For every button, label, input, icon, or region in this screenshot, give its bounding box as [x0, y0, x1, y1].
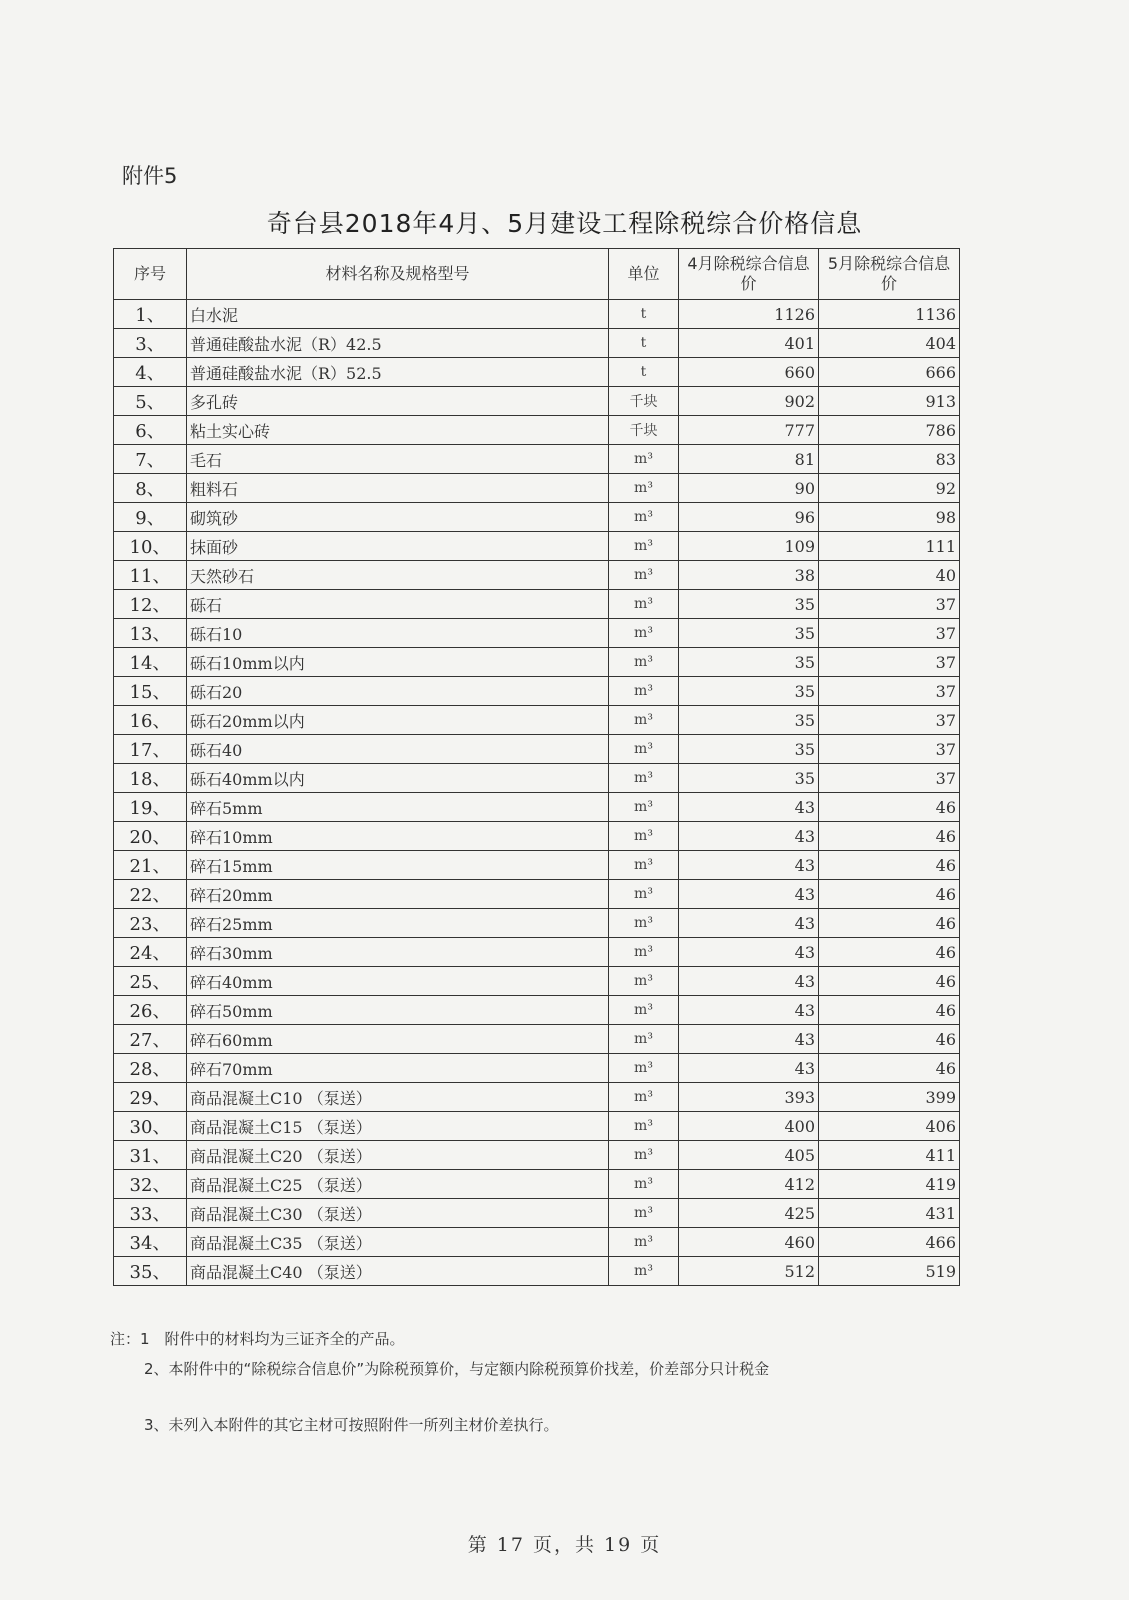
row-number: 3、 — [114, 329, 187, 358]
unit: t — [609, 358, 679, 387]
table-body — [114, 300, 960, 1286]
row-number: 35、 — [114, 1257, 187, 1286]
unit: m³ — [609, 909, 679, 938]
april-price: 777 — [679, 416, 819, 445]
april-price: 43 — [679, 909, 819, 938]
row-number: 33、 — [114, 1199, 187, 1228]
unit: m³ — [609, 706, 679, 735]
unit: m³ — [609, 1054, 679, 1083]
material-name: 商品混凝土C15 （泵送） — [187, 1112, 609, 1141]
april-price: 43 — [679, 1025, 819, 1054]
may-price: 46 — [819, 851, 960, 880]
unit: m³ — [609, 1025, 679, 1054]
may-price: 37 — [819, 735, 960, 764]
row-number: 28、 — [114, 1054, 187, 1083]
april-price: 43 — [679, 880, 819, 909]
unit: m³ — [609, 1228, 679, 1257]
may-price: 46 — [819, 880, 960, 909]
table-row — [114, 648, 960, 677]
material-name: 碎石50mm — [187, 996, 609, 1025]
header-april: 4月除税综合信息价 — [679, 249, 819, 300]
unit: m³ — [609, 764, 679, 793]
material-name: 毛石 — [187, 445, 609, 474]
may-price: 37 — [819, 764, 960, 793]
april-price: 401 — [679, 329, 819, 358]
may-price: 98 — [819, 503, 960, 532]
may-price: 37 — [819, 677, 960, 706]
table-row — [114, 909, 960, 938]
row-number: 17、 — [114, 735, 187, 764]
unit: m³ — [609, 561, 679, 590]
unit: m³ — [609, 1257, 679, 1286]
material-name: 粘土实心砖 — [187, 416, 609, 445]
row-number: 11、 — [114, 561, 187, 590]
material-name: 商品混凝土C30 （泵送） — [187, 1199, 609, 1228]
material-name: 商品混凝土C20 （泵送） — [187, 1141, 609, 1170]
may-price: 913 — [819, 387, 960, 416]
material-name: 普通硅酸盐水泥（R）52.5 — [187, 358, 609, 387]
may-price: 46 — [819, 822, 960, 851]
table-row — [114, 532, 960, 561]
material-name: 多孔砖 — [187, 387, 609, 416]
material-name: 普通硅酸盐水泥（R）42.5 — [187, 329, 609, 358]
material-name: 碎石70mm — [187, 1054, 609, 1083]
row-number: 31、 — [114, 1141, 187, 1170]
may-price: 37 — [819, 619, 960, 648]
row-number: 19、 — [114, 793, 187, 822]
april-price: 90 — [679, 474, 819, 503]
april-price: 412 — [679, 1170, 819, 1199]
table-row — [114, 387, 960, 416]
may-price: 786 — [819, 416, 960, 445]
header-may: 5月除税综合信息价 — [819, 249, 960, 300]
april-price: 35 — [679, 619, 819, 648]
table-row — [114, 300, 960, 329]
row-number: 14、 — [114, 648, 187, 677]
april-price: 43 — [679, 793, 819, 822]
material-name: 碎石40mm — [187, 967, 609, 996]
may-price: 92 — [819, 474, 960, 503]
may-price: 406 — [819, 1112, 960, 1141]
may-price: 666 — [819, 358, 960, 387]
row-number: 21、 — [114, 851, 187, 880]
may-price: 46 — [819, 1054, 960, 1083]
row-number: 4、 — [114, 358, 187, 387]
table-row — [114, 967, 960, 996]
table-row — [114, 938, 960, 967]
material-name: 碎石5mm — [187, 793, 609, 822]
unit: t — [609, 300, 679, 329]
table-row — [114, 416, 960, 445]
table-row — [114, 822, 960, 851]
unit: m³ — [609, 619, 679, 648]
unit: m³ — [609, 1083, 679, 1112]
unit: m³ — [609, 793, 679, 822]
row-number: 32、 — [114, 1170, 187, 1199]
unit: m³ — [609, 445, 679, 474]
may-price: 46 — [819, 909, 960, 938]
row-number: 30、 — [114, 1112, 187, 1141]
material-name: 白水泥 — [187, 300, 609, 329]
table-row — [114, 1025, 960, 1054]
material-name: 碎石25mm — [187, 909, 609, 938]
material-name: 砾石40 — [187, 735, 609, 764]
may-price: 37 — [819, 590, 960, 619]
april-price: 405 — [679, 1141, 819, 1170]
price-table — [113, 248, 960, 1286]
row-number: 22、 — [114, 880, 187, 909]
note-3: 3、未列入本附件的其它主材可按照附件一所列主材价差执行。 — [144, 1416, 559, 1434]
unit: 千块 — [609, 387, 679, 416]
row-number: 9、 — [114, 503, 187, 532]
april-price: 35 — [679, 735, 819, 764]
table-row — [114, 996, 960, 1025]
unit: m³ — [609, 474, 679, 503]
material-name: 商品混凝土C25 （泵送） — [187, 1170, 609, 1199]
unit: m³ — [609, 735, 679, 764]
may-price: 519 — [819, 1257, 960, 1286]
unit: m³ — [609, 648, 679, 677]
material-name: 抹面砂 — [187, 532, 609, 561]
row-number: 23、 — [114, 909, 187, 938]
may-price: 46 — [819, 1025, 960, 1054]
row-number: 1、 — [114, 300, 187, 329]
unit: m³ — [609, 1141, 679, 1170]
april-price: 81 — [679, 445, 819, 474]
april-price: 43 — [679, 822, 819, 851]
row-number: 18、 — [114, 764, 187, 793]
unit: m³ — [609, 532, 679, 561]
row-number: 29、 — [114, 1083, 187, 1112]
may-price: 46 — [819, 996, 960, 1025]
note-1: 注：1 附件中的材料均为三证齐全的产品。 — [110, 1330, 405, 1348]
table-header-row — [114, 249, 960, 300]
material-name: 碎石60mm — [187, 1025, 609, 1054]
may-price: 411 — [819, 1141, 960, 1170]
table-row — [114, 793, 960, 822]
material-name: 砌筑砂 — [187, 503, 609, 532]
may-price: 46 — [819, 938, 960, 967]
unit: m³ — [609, 503, 679, 532]
notes — [110, 1324, 1010, 1440]
table-row — [114, 358, 960, 387]
may-price: 111 — [819, 532, 960, 561]
may-price: 37 — [819, 706, 960, 735]
unit: m³ — [609, 590, 679, 619]
row-number: 13、 — [114, 619, 187, 648]
attachment-label: 附件5 — [122, 164, 178, 188]
page-footer: 第 17 页，共 19 页 — [467, 1534, 662, 1556]
table-row — [114, 590, 960, 619]
row-number: 16、 — [114, 706, 187, 735]
april-price: 902 — [679, 387, 819, 416]
note-2: 2、本附件中的“除税综合信息价”为除税预算价，与定额内除税预算价找差，价差部分只计税金 — [144, 1360, 770, 1378]
table-row — [114, 1228, 960, 1257]
material-name: 天然砂石 — [187, 561, 609, 590]
april-price: 109 — [679, 532, 819, 561]
may-price: 431 — [819, 1199, 960, 1228]
april-price: 43 — [679, 1054, 819, 1083]
april-price: 35 — [679, 764, 819, 793]
april-price: 43 — [679, 851, 819, 880]
april-price: 400 — [679, 1112, 819, 1141]
april-price: 660 — [679, 358, 819, 387]
may-price: 46 — [819, 793, 960, 822]
unit: t — [609, 329, 679, 358]
row-number: 5、 — [114, 387, 187, 416]
april-price: 460 — [679, 1228, 819, 1257]
may-price: 466 — [819, 1228, 960, 1257]
april-price: 425 — [679, 1199, 819, 1228]
table-row — [114, 880, 960, 909]
header-name: 材料名称及规格型号 — [187, 249, 609, 300]
table-row — [114, 1141, 960, 1170]
row-number: 34、 — [114, 1228, 187, 1257]
unit: m³ — [609, 880, 679, 909]
april-price: 43 — [679, 996, 819, 1025]
april-price: 35 — [679, 590, 819, 619]
may-price: 40 — [819, 561, 960, 590]
table-row — [114, 1170, 960, 1199]
material-name: 砾石10mm以内 — [187, 648, 609, 677]
material-name: 粗料石 — [187, 474, 609, 503]
table-row — [114, 764, 960, 793]
unit: m³ — [609, 822, 679, 851]
may-price: 404 — [819, 329, 960, 358]
table-row — [114, 1112, 960, 1141]
may-price: 399 — [819, 1083, 960, 1112]
unit: 千块 — [609, 416, 679, 445]
header-no: 序号 — [114, 249, 187, 300]
april-price: 38 — [679, 561, 819, 590]
table-row — [114, 1257, 960, 1286]
unit: m³ — [609, 1170, 679, 1199]
row-number: 26、 — [114, 996, 187, 1025]
row-number: 24、 — [114, 938, 187, 967]
material-name: 商品混凝土C40 （泵送） — [187, 1257, 609, 1286]
row-number: 15、 — [114, 677, 187, 706]
table-row — [114, 503, 960, 532]
april-price: 393 — [679, 1083, 819, 1112]
may-price: 46 — [819, 967, 960, 996]
table-row — [114, 329, 960, 358]
april-price: 35 — [679, 706, 819, 735]
april-price: 43 — [679, 967, 819, 996]
table-row — [114, 445, 960, 474]
april-price: 1126 — [679, 300, 819, 329]
material-name: 砾石10 — [187, 619, 609, 648]
table-row — [114, 1054, 960, 1083]
row-number: 7、 — [114, 445, 187, 474]
may-price: 37 — [819, 648, 960, 677]
document-title: 奇台县2018年4月、5月建设工程除税综合价格信息 — [266, 209, 863, 238]
material-name: 砾石20 — [187, 677, 609, 706]
row-number: 10、 — [114, 532, 187, 561]
table-row — [114, 474, 960, 503]
april-price: 512 — [679, 1257, 819, 1286]
material-name: 砾石 — [187, 590, 609, 619]
row-number: 27、 — [114, 1025, 187, 1054]
may-price: 1136 — [819, 300, 960, 329]
material-name: 砾石20mm以内 — [187, 706, 609, 735]
row-number: 20、 — [114, 822, 187, 851]
material-name: 碎石15mm — [187, 851, 609, 880]
material-name: 商品混凝土C10 （泵送） — [187, 1083, 609, 1112]
table-row — [114, 851, 960, 880]
material-name: 碎石20mm — [187, 880, 609, 909]
table-row — [114, 677, 960, 706]
april-price: 96 — [679, 503, 819, 532]
unit: m³ — [609, 1199, 679, 1228]
unit: m³ — [609, 996, 679, 1025]
row-number: 25、 — [114, 967, 187, 996]
row-number: 12、 — [114, 590, 187, 619]
table-row — [114, 1199, 960, 1228]
april-price: 35 — [679, 677, 819, 706]
table-row — [114, 561, 960, 590]
material-name: 商品混凝土C35 （泵送） — [187, 1228, 609, 1257]
table-row — [114, 619, 960, 648]
table-row — [114, 706, 960, 735]
unit: m³ — [609, 851, 679, 880]
unit: m³ — [609, 967, 679, 996]
april-price: 43 — [679, 938, 819, 967]
row-number: 6、 — [114, 416, 187, 445]
unit: m³ — [609, 1112, 679, 1141]
table-row — [114, 1083, 960, 1112]
material-name: 砾石40mm以内 — [187, 764, 609, 793]
unit: m³ — [609, 938, 679, 967]
unit: m³ — [609, 677, 679, 706]
header-unit: 单位 — [609, 249, 679, 300]
row-number: 8、 — [114, 474, 187, 503]
may-price: 419 — [819, 1170, 960, 1199]
material-name: 碎石10mm — [187, 822, 609, 851]
may-price: 83 — [819, 445, 960, 474]
material-name: 碎石30mm — [187, 938, 609, 967]
table-row — [114, 735, 960, 764]
april-price: 35 — [679, 648, 819, 677]
